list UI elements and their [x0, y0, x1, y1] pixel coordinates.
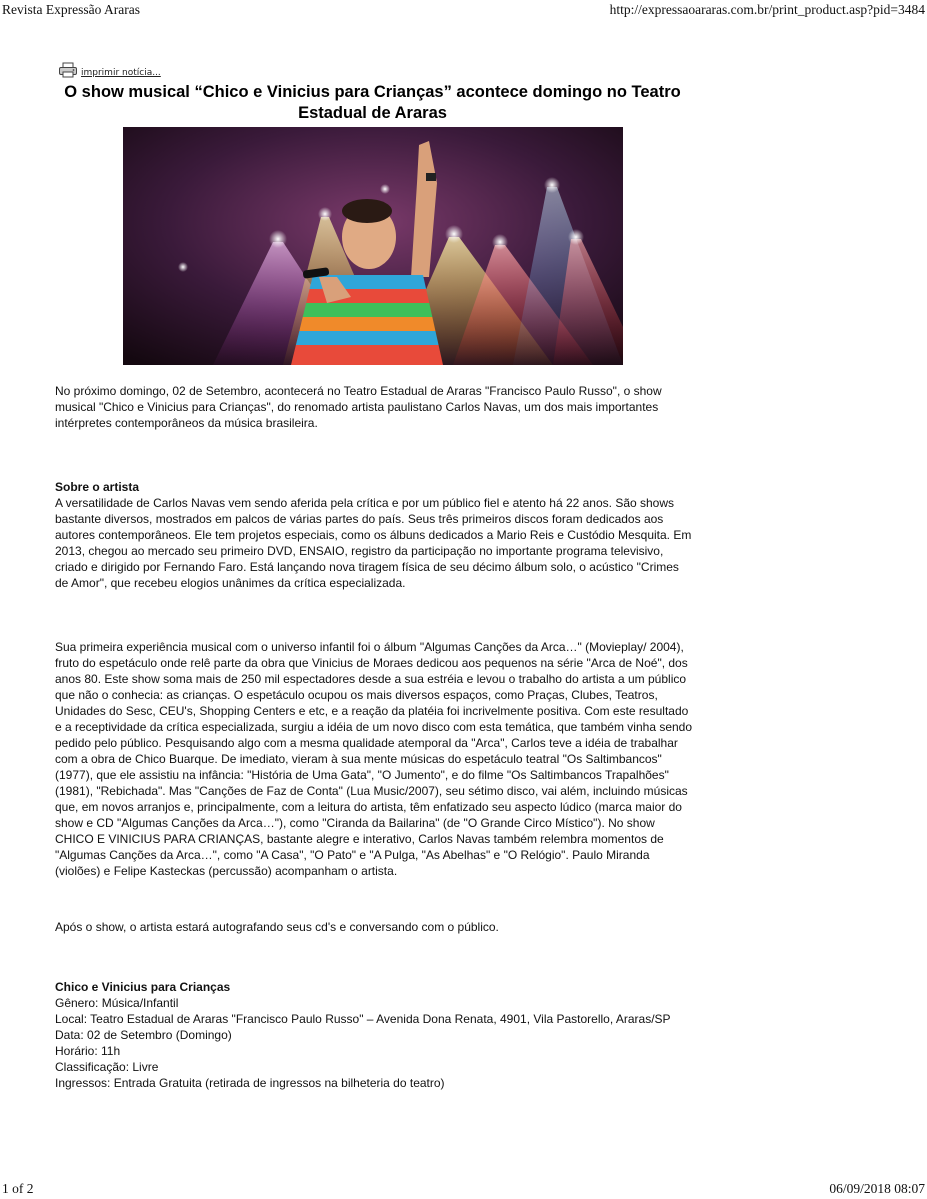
article-body [55, 383, 695, 1091]
event-heading: Chico e Vinicius para Crianças [55, 980, 231, 994]
print-link-label: imprimir notícia... [81, 68, 161, 78]
page-url-header: http://expressaoararas.com.br/print_product.asp?pid=3484 [609, 2, 925, 17]
print-news-link[interactable] [58, 62, 161, 78]
page-count-footer: 1 of 2 [2, 1181, 34, 1196]
print-datetime-footer: 06/09/2018 08:07 [829, 1181, 925, 1196]
event-detail-rating: Classificação: Livre [55, 1060, 159, 1074]
event-detail-date: Data: 02 de Setembro (Domingo) [55, 1028, 232, 1042]
event-detail-time: Horário: 11h [55, 1044, 121, 1058]
artist-section-heading: Sobre o artista [55, 480, 140, 494]
article-intro: No próximo domingo, 02 de Setembro, acontecerá no Teatro Estadual de Araras "Francisco Paulo Russo", o show musical "Chico e Vinicius para Crianças", do renomado artista paulistano Carlos Navas, um dos mais importantes intérpretes contemporâneos da música brasileira. [55, 384, 662, 430]
article-photo [123, 127, 623, 365]
printer-icon [58, 62, 78, 78]
event-detail-tickets: Ingressos: Entrada Gratuita (retirada de ingressos na bilheteria do teatro) [55, 1076, 445, 1090]
after-show-paragraph: Após o show, o artista estará autografando seus cd's e conversando com o público. [55, 920, 499, 934]
page-title-header: Revista Expressão Araras [2, 2, 140, 17]
history-paragraph: Sua primeira experiência musical com o universo infantil foi o álbum "Algumas Canções da Arca…" (Movieplay/ 2004), fruto do espetáculo onde relê parte da obra que Vinicius de Moraes dedicou aos pequenos na série "Arca de Noé", dos anos 80. Este show soma mais de 250 mil espectadores desde a sua estréia e levou o trabalho do artista a um público que não o conhecia: as crianças. O espetáculo ocupou os mais diversos espaços, como Praças, Clubes, Teatros, Unidades do Sesc, CEU's, Shopping Centers e etc, e a reação da platéia foi incrivelmente positiva. Com este resultado e a receptividade da crítica especializada, surgiu a idéia de um novo disco com esta temática, que também vinha sendo pedido pelo público. Pesquisando algo com a mesma qualidade atemporal da "Arca", Carlos teve a idéia de trabalhar com a obra de Chico Buarque. De imediato, vieram à sua mente músicas do espetáculo teatral "Os Saltimbancos" (1977), que ele assistiu na infância: "História de Uma Gata", "O Jumento", e do filme "Os Saltimbancos Trapalhões" (1981), "Rebichada". Mas "Canções de Faz de Conta" (Lua Music/2007), seu sétimo disco, vai além, incluindo músicas que, em novos arranjos e, principalmente, com a leitura do artista, têm enfatizado seu aspecto lúdico (marca maior do show e CD "Algumas Canções da Arca…"), como "Ciranda da Bailarina" (de "O Grande Circo Místico"). No show CHICO E VINICIUS PARA CRIANÇAS, bastante alegre e interativo, Carlos Navas também relembra momentos de "Algumas Canções da Arca…", como "A Casa", "O Pato" e "A Pulga, "As Abelhas" e "O Relógio". Paulo Miranda (violões) e Felipe Kasteckas (percussão) acompanham o artista. [55, 640, 693, 878]
artist-section-text: A versatilidade de Carlos Navas vem sendo aferida pela crítica e por um público fiel e atento há 22 anos. São shows bastante diversos, mostrados em palcos de várias partes do país. Seus três primeiros discos foram dedicados aos autores contemporâneos. Ele tem projetos especiais, como os álbuns dedicados a Mario Reis e Custódio Mesquita. Em 2013, chegou ao mercado seu primeiro DVD, ENSAIO, registro da participação no importante programa televisivo, criado e dirigido por Fernando Faro. Está lançando nova tiragem física de seu décimo álbum solo, o acústico "Crimes de Amor", que recebeu elogios unânimes da crítica especializada. [55, 496, 692, 590]
event-detail-genre: Gênero: Música/Infantil [55, 996, 179, 1010]
article-headline: O show musical “Chico e Vinicius para Crianças” acontece domingo no Teatro Estadual de Araras [64, 83, 681, 122]
event-detail-location: Local: Teatro Estadual de Araras "Francisco Paulo Russo" – Avenida Dona Renata, 4901, Vila Pastorello, Araras/SP [55, 1012, 671, 1026]
